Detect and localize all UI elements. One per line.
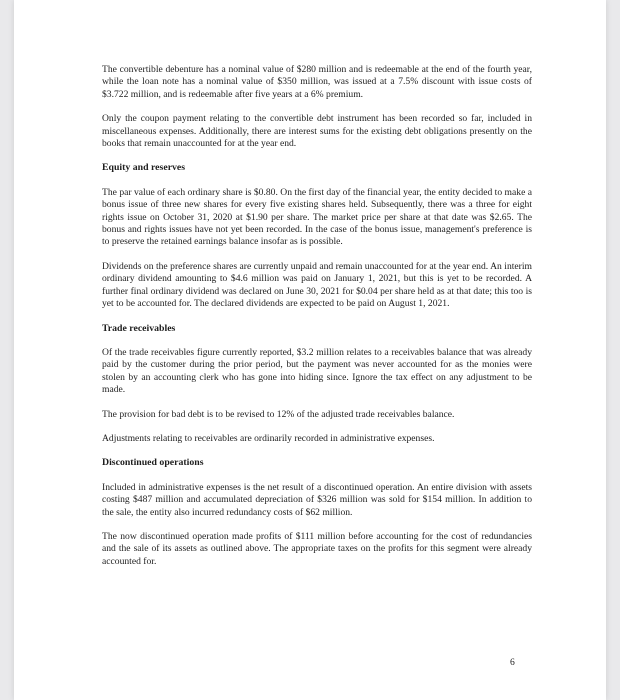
paragraph-bad-debt-provision: The provision for bad debt is to be revised to 12% of the adjusted trade receivables balance. xyxy=(102,408,455,420)
paragraph-debenture-terms: The convertible debenture has a nominal value of $280 million and is redeemable at the end of the fourth year, while the loan note has a nominal value of $350 million, was issued at a 7.5% discount with issue costs of $3.722 million, and is redeemable after five years at a 6% premium. xyxy=(102,64,532,100)
heading-trade-receivables: Trade receivables xyxy=(102,322,176,334)
heading-equity-reserves: Equity and reserves xyxy=(102,162,186,174)
paragraph-share-issues: The par value of each ordinary share is $0.80. On the first day of the financial year, the entity decided to make a bonus issue of three new shares for every five existing shares held. Subsequently, there was a three for eight rights issue on October 31, 2020 at $1.90 per share. The market price per share at that date was $2.65. The bonus and rights issues have not yet been recorded. In the case of the bonus issue, management's preference is to preserve the retained earnings balance insofar as is possible. xyxy=(102,186,532,248)
paragraph-dividends: Dividends on the preference shares are currently unpaid and remain unaccounted for at the year end. An interim ordinary dividend amounting to $4.6 million was paid on January 1, 2021, but this is yet to be recorded. A further final ordinary dividend was declared on June 30, 2021 for $0.04 per share held as at that date; this too is yet to be accounted for. The declared dividends are expected to be paid on August 1, 2021. xyxy=(102,260,532,310)
heading-discontinued-operations: Discontinued operations xyxy=(102,457,204,469)
page-content xyxy=(102,64,532,580)
paragraph-division-sale: Included in administrative expenses is the net result of a discontinued operation. An entire division with assets costing $487 million and accumulated depreciation of $326 million was sold for $154 million. In addition to the sale, the entity also incurred redundancy costs of $62 million. xyxy=(102,481,532,518)
paragraph-receivables-theft: Of the trade receivables figure currently reported, $3.2 million relates to a receivables balance that was already paid by the customer during the prior period, but the payment was never accounted for as the monies were stolen by an accounting clerk who has gone into hiding since. Ignore the tax effect on any adjustment to be made. xyxy=(102,346,532,396)
paragraph-receivables-adjustments: Adjustments relating to receivables are ordinarily recorded in administrative expenses. xyxy=(102,432,435,444)
page-number: 6 xyxy=(510,657,515,668)
document-page xyxy=(14,0,606,700)
paragraph-coupon-payment: Only the coupon payment relating to the convertible debt instrument has been recorded so far, included in miscellaneous expenses. Additionally, there are interest sums for the existing debt obligations presently on the books that remain unaccounted for at the year end. xyxy=(102,113,532,150)
paragraph-discontinued-profits: The now discontinued operation made profits of $111 million before accounting for the cost of redundancies and the sale of its assets as outlined above. The appropriate taxes on the profits for this segment were already accounted for. xyxy=(102,530,532,567)
